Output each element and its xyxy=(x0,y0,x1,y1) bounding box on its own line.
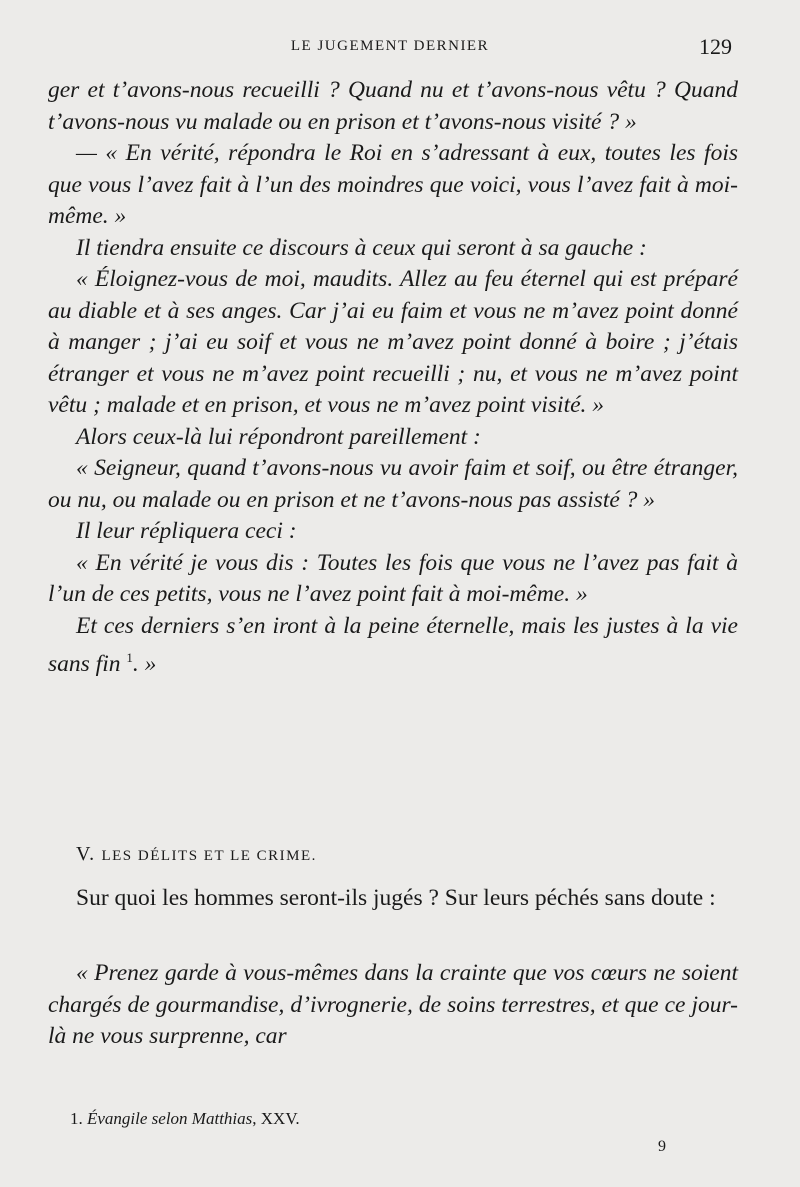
paragraph: « En vérité je vous dis : Toutes les fois que vous ne l’avez pas fait à l’un de ces petits, vous ne l’avez point fait à moi-même. » xyxy=(48,549,738,607)
footnote-reference: , XXV. xyxy=(252,1109,300,1128)
paragraph: Et ces derniers s’en iront à la peine éternelle, mais les justes à la vie sans fin $^1$. » xyxy=(48,612,738,677)
paragraph: « Éloignez-vous de moi, maudits. Allez au feu éternel qui est préparé au diable et à ses anges. Car j’ai eu faim et vous ne m’avez point donné à manger ; j’ai eu soif et vous ne m’avez point donné à boire ; j’étais étranger et vous ne m’avez point recueilli ; nu, et vous ne m’avez point vêtu ; malade et en prison, et vous ne m’avez point visité. » xyxy=(48,266,738,418)
paragraph: Alors ceux-là lui répondront pareillement : xyxy=(76,423,481,450)
running-title: LE JUGEMENT DERNIER xyxy=(290,38,490,54)
section-number: V. xyxy=(76,843,96,865)
page-number: 129 xyxy=(699,34,732,59)
section-text xyxy=(48,883,738,914)
main-text xyxy=(48,75,738,680)
paragraph: Il leur répliquera ceci : xyxy=(76,518,297,544)
signature-mark: 9 xyxy=(658,1138,666,1155)
section-title: LES DÉLITS ET LE CRIME. xyxy=(101,848,317,864)
paragraph: « Prenez garde à vous-mêmes dans la crainte que vos cœurs ne soient chargés de gourmandise, d’ivrognerie, de soins terrestres, et que ce jour-là ne vous surprenne, car xyxy=(48,960,738,1049)
paragraph-text: Et ces derniers s’en iront à la peine éternelle, mais les justes à la vie sans fin xyxy=(48,612,738,677)
closing-quote: » xyxy=(144,650,157,677)
paragraph: ger et t’avons-nous recueilli ? Quand nu et t’avons-nous vêtu ? Quand t’avons-nous vu malade ou en prison et t’avons-nous visité ? » xyxy=(48,77,738,135)
footnote xyxy=(70,1109,300,1129)
paragraph: — « En vérité, répondra le Roi en s’adressant à eux, toutes les fois que vous l’avez fait à l’un des moindres que voici, vous l’avez fait à moi-même. » xyxy=(48,140,738,229)
page-header xyxy=(48,34,732,62)
footnote-source: Évangile selon Matthias xyxy=(87,1109,253,1128)
section-quote xyxy=(48,958,738,1053)
footnote-ref: 1 xyxy=(126,650,133,665)
paragraph: Il tiendra ensuite ce discours à ceux qui seront à sa gauche : xyxy=(76,234,647,261)
paragraph: « Seigneur, quand t’avons-nous vu avoir faim et soif, ou être étranger, ou nu, ou malade ou en prison et ne t’avons-nous pas assisté ? » xyxy=(48,455,738,513)
paragraph: Sur quoi les hommes seront-ils jugés ? Sur leurs péchés sans doute : xyxy=(76,885,716,911)
footnote-number: 1. xyxy=(70,1109,83,1128)
section-heading xyxy=(76,843,317,866)
